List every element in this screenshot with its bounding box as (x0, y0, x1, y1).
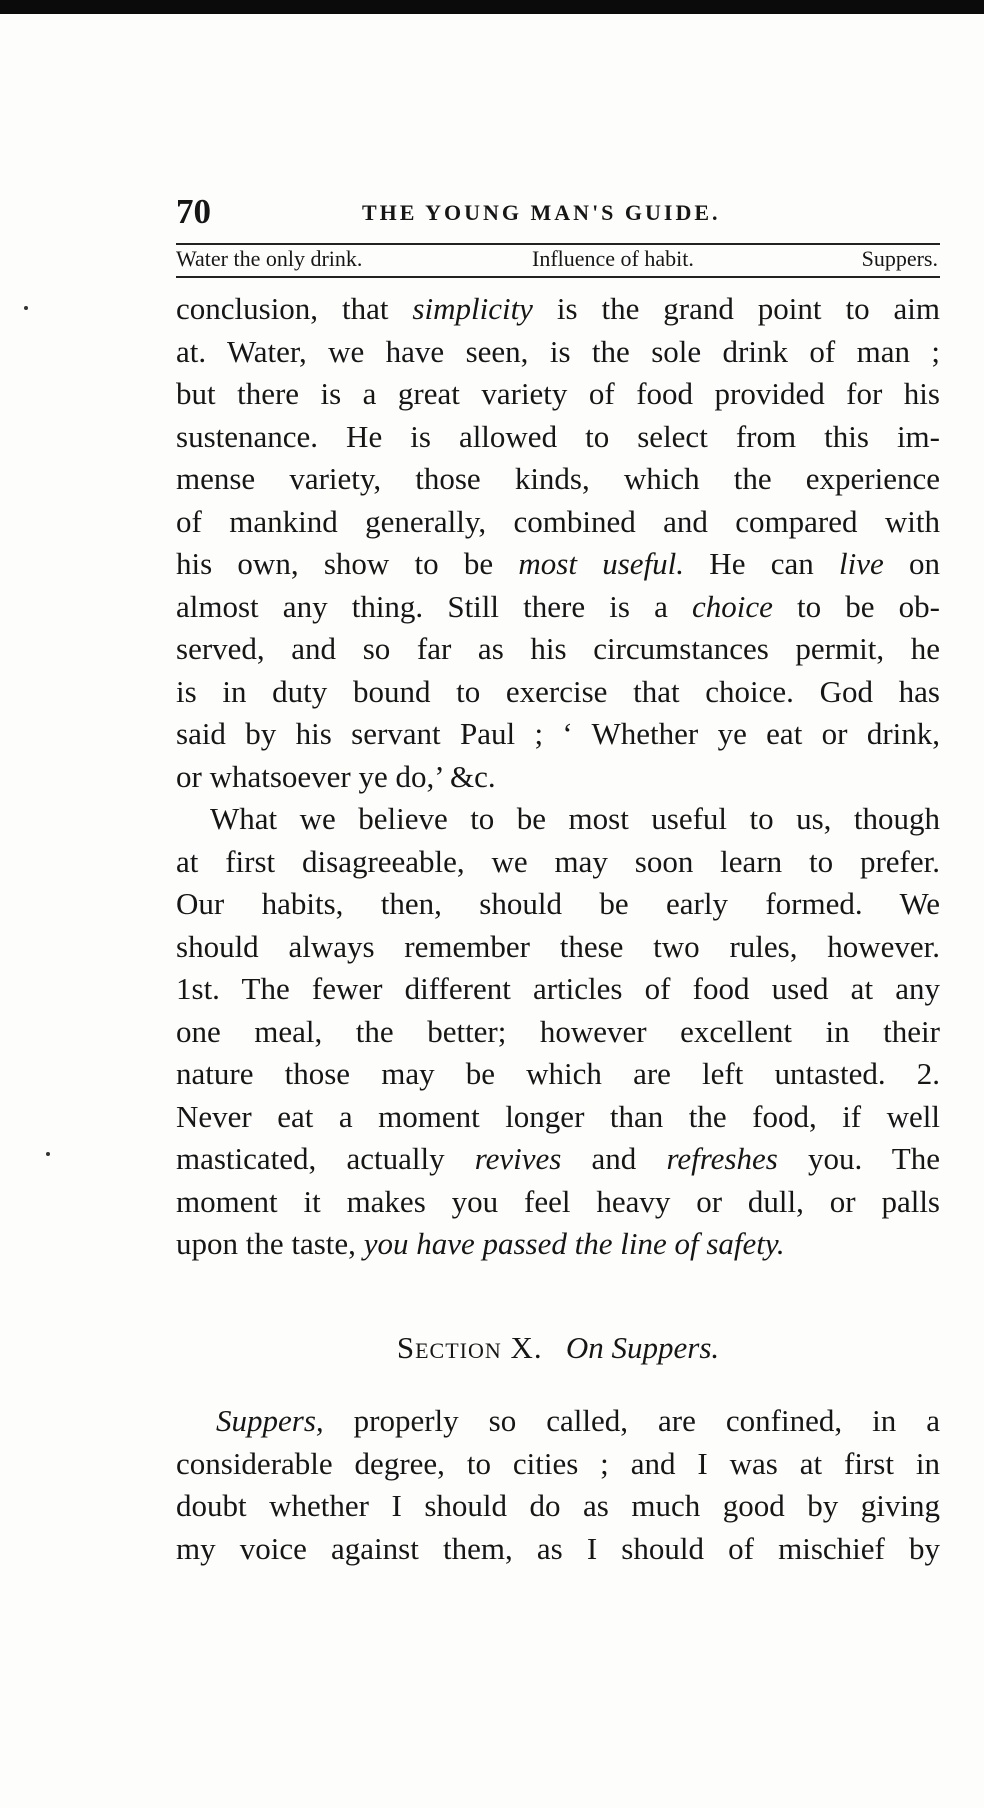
text-line: considerable degree, to cities ; and I was at first in (176, 1445, 940, 1481)
italic-text: you have passed the line of safety. (363, 1226, 785, 1261)
italic-text: live (838, 546, 884, 581)
text-run: is the grand point to aim (532, 291, 940, 326)
text-run: upon the taste, (176, 1226, 364, 1261)
page-subheads (176, 244, 940, 274)
paragraph-2 (176, 798, 940, 1266)
scan-speck (24, 306, 28, 310)
running-head (176, 192, 940, 242)
text-line: mense variety, those kinds, which the experience (176, 461, 940, 496)
text-line: 1st. The fewer different articles of food used at any (176, 971, 940, 1006)
scan-top-border (0, 0, 984, 14)
italic-text: Suppers, (216, 1403, 324, 1438)
text-run: He can (684, 546, 839, 581)
subhead-left: Water the only drink. (176, 246, 363, 271)
text-line: What we believe to be most useful to us, though (210, 801, 940, 836)
text-run: you. The (777, 1141, 941, 1176)
subhead-right: Suppers. (861, 246, 938, 271)
section-heading (176, 1330, 940, 1366)
text-line: doubt whether I should do as much good by giving (176, 1488, 940, 1523)
text-line: or whatsoever ye do,’ &c. (176, 758, 496, 794)
text-line: one meal, the better; however excellent in their (176, 1013, 940, 1049)
italic-text: revives (474, 1141, 562, 1176)
text-line: is in duty bound to exercise that choice. God has (176, 673, 940, 709)
text-run: and (561, 1141, 667, 1176)
text-line: but there is a great variety of food provided for his (176, 376, 940, 411)
page-number: 70 (176, 192, 211, 231)
text-line: sustenance. He is allowed to select from this im- (176, 418, 940, 454)
text-line (176, 543, 940, 586)
text-line (176, 1223, 940, 1266)
section-title: On Suppers. (565, 1330, 720, 1365)
text-line: said by his servant Paul ; ‘ Whether ye eat or drink, (176, 716, 940, 751)
text-line: Our habits, then, should be early formed. We (176, 886, 940, 921)
text-run: his own, show to be (176, 546, 519, 581)
subhead-center: Influence of habit. (532, 246, 694, 271)
book-title: THE YOUNG MAN'S GUIDE. (362, 200, 721, 225)
text-line: at first disagreeable, we may soon learn to prefer. (176, 843, 940, 879)
text-line (176, 1400, 940, 1443)
text-line (176, 586, 940, 629)
text-line (176, 1138, 940, 1181)
text-line: nature those may be which are left untasted. 2. (176, 1056, 940, 1091)
section-label: Section X. (396, 1330, 543, 1365)
text-line: served, and so far as his circumstances permit, he (176, 631, 940, 666)
italic-text: refreshes (666, 1141, 778, 1176)
text-line: at. Water, we have seen, is the sole drink of man ; (176, 333, 940, 369)
body-text (176, 288, 940, 1266)
text-run: almost any thing. Still there is a (176, 588, 692, 624)
text-line: my voice against them, as I should of mischief by (176, 1530, 940, 1566)
text-line: of mankind generally, combined and compared with (176, 503, 940, 539)
text-run: on (883, 546, 940, 581)
text-run: to be ob- (772, 588, 940, 624)
italic-text: most useful. (518, 546, 685, 581)
text-line: Never eat a moment longer than the food, if well (176, 1098, 940, 1134)
text-line: moment it makes you feel heavy or dull, or palls (176, 1183, 940, 1219)
header-rule (176, 276, 940, 278)
section-body (176, 1400, 940, 1570)
text-line: should always remember these two rules, however. (176, 928, 940, 964)
text-run: properly so called, are confined, in a (323, 1403, 940, 1438)
italic-text: simplicity (412, 291, 533, 326)
paragraph-1 (176, 288, 940, 798)
text-run: conclusion, that (176, 291, 413, 326)
scan-speck (46, 1152, 50, 1156)
italic-text: choice (691, 588, 773, 624)
text-line (176, 288, 940, 331)
text-run: masticated, actually (176, 1141, 475, 1176)
